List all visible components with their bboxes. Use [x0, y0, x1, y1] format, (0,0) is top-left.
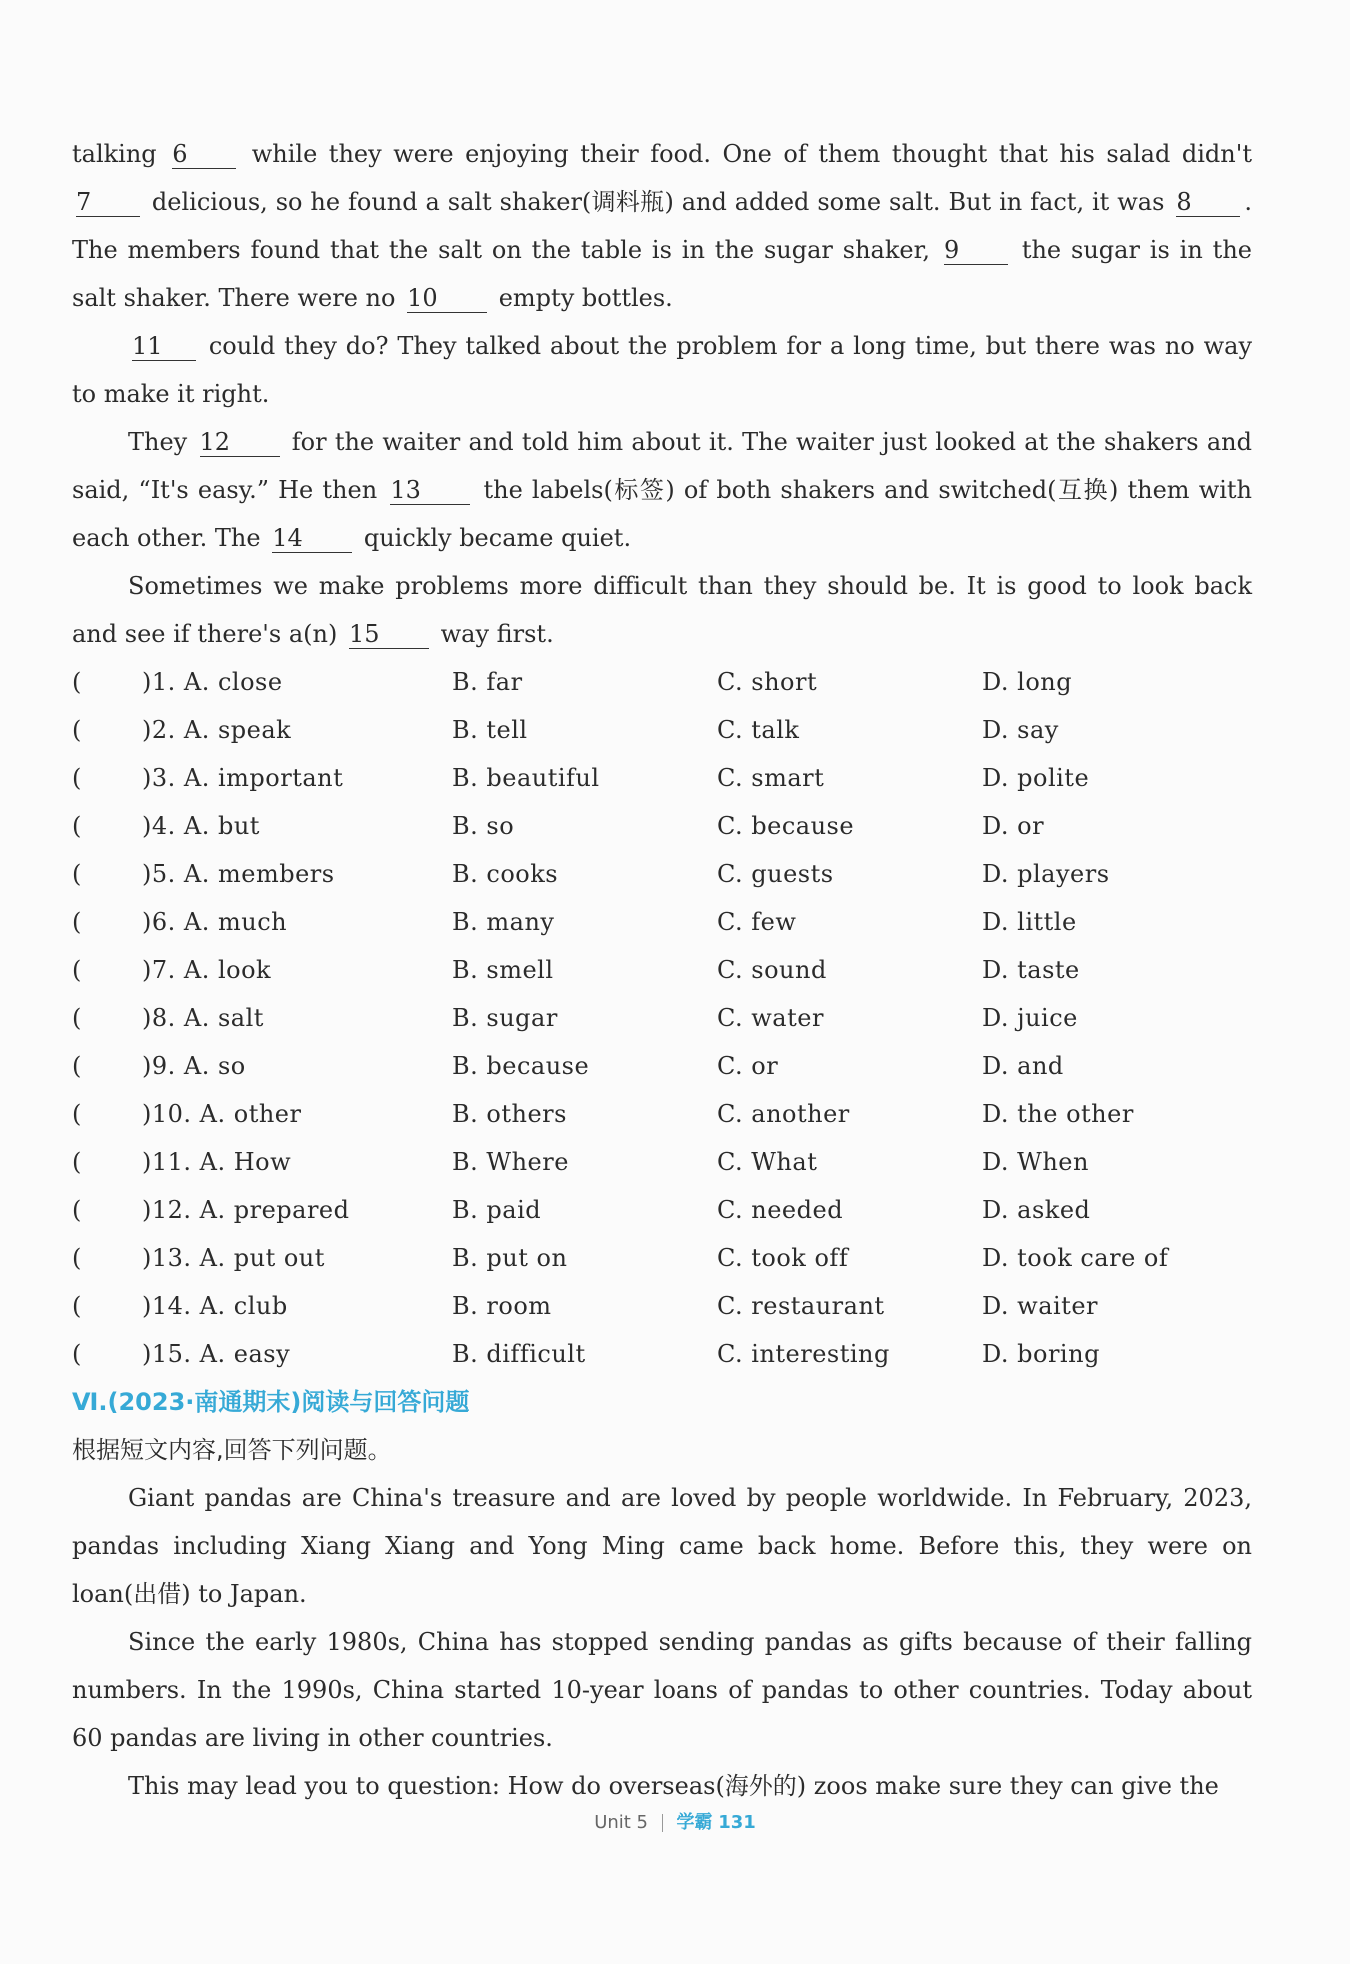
option-row	[72, 1234, 1252, 1282]
option-a[interactable]: )2. A. speak	[142, 716, 292, 744]
answer-bracket[interactable]: (	[72, 812, 82, 840]
answer-bracket[interactable]: (	[72, 1196, 82, 1224]
option-c[interactable]: C. because	[717, 812, 855, 840]
option-row	[72, 1282, 1252, 1330]
answer-bracket[interactable]: (	[72, 1340, 82, 1368]
option-d[interactable]: D. took care of	[982, 1244, 1169, 1272]
option-number-group	[72, 994, 452, 1042]
option-a[interactable]: )9. A. so	[142, 1052, 246, 1080]
option-a[interactable]: )12. A. prepared	[142, 1196, 350, 1224]
option-row	[72, 706, 1252, 754]
option-a[interactable]: )4. A. but	[142, 812, 260, 840]
option-a[interactable]: )13. A. put out	[142, 1244, 325, 1272]
text: way first.	[440, 620, 554, 648]
option-a[interactable]: )7. A. look	[142, 956, 272, 984]
answer-bracket[interactable]: (	[72, 1004, 82, 1032]
option-row	[72, 994, 1252, 1042]
option-d[interactable]: D. or	[982, 812, 1045, 840]
option-a[interactable]: )10. A. other	[142, 1100, 302, 1128]
option-row	[72, 1138, 1252, 1186]
option-a[interactable]: )11. A. How	[142, 1148, 292, 1176]
text: They	[128, 428, 188, 456]
option-d[interactable]: D. polite	[982, 764, 1090, 792]
option-number-group	[72, 898, 452, 946]
blank-13[interactable]: 13	[390, 476, 470, 505]
answer-bracket[interactable]: (	[72, 1148, 82, 1176]
text: could they do? They talked about the problem for a long time, but there was no way to make it right.	[72, 332, 1252, 408]
reading-paragraph-1: Giant pandas are China's treasure and are loved by people worldwide. In February, 2023, pandas including Xiang Xiang and Yong Ming came back home. Before this, they were on loan(出借) to Japan.	[72, 1484, 1252, 1608]
option-b[interactable]: B. because	[452, 1052, 590, 1080]
footer-unit: Unit 5	[594, 1812, 649, 1833]
option-b[interactable]: B. many	[452, 908, 555, 936]
reading-paragraph-2: Since the early 1980s, China has stopped sending pandas as gifts because of their falling numbers. In the 1990s, China started 10-year loans of pandas to other countries. Today about 60 pandas are living in other countries.	[72, 1628, 1252, 1752]
option-d[interactable]: D. players	[982, 860, 1110, 888]
option-c[interactable]: C. interesting	[717, 1340, 890, 1368]
content	[72, 130, 1252, 1810]
option-c[interactable]: C. needed	[717, 1196, 844, 1224]
option-b[interactable]: B. sugar	[452, 1004, 558, 1032]
answer-bracket[interactable]: (	[72, 1244, 82, 1272]
option-number-group	[72, 1330, 452, 1378]
options-list	[72, 658, 1252, 1378]
option-b[interactable]: B. far	[452, 668, 523, 696]
footer-page-number: 131	[718, 1812, 756, 1833]
option-d[interactable]: D. asked	[982, 1196, 1091, 1224]
option-b[interactable]: B. beautiful	[452, 764, 600, 792]
passage-paragraph-1	[72, 130, 1252, 322]
answer-bracket[interactable]: (	[72, 956, 82, 984]
option-b[interactable]: B. difficult	[452, 1340, 586, 1368]
blank-15[interactable]: 15	[349, 620, 429, 649]
option-b[interactable]: B. cooks	[452, 860, 559, 888]
option-c[interactable]: C. took off	[717, 1244, 849, 1272]
option-number-group	[72, 1090, 452, 1138]
answer-bracket[interactable]: (	[72, 1292, 82, 1320]
option-number-group	[72, 1138, 452, 1186]
text: . The members found that the salt on the table is in the sugar shaker,	[72, 188, 1252, 264]
blank-8[interactable]: 8	[1176, 188, 1240, 217]
page-footer	[0, 1808, 1350, 1834]
option-d[interactable]: D. waiter	[982, 1292, 1098, 1320]
option-c[interactable]: C. talk	[717, 716, 800, 744]
answer-bracket[interactable]: (	[72, 860, 82, 888]
option-d[interactable]: D. taste	[982, 956, 1080, 984]
option-a[interactable]: )6. A. much	[142, 908, 288, 936]
option-row	[72, 1042, 1252, 1090]
option-a[interactable]: )14. A. club	[142, 1292, 288, 1320]
answer-bracket[interactable]: (	[72, 1052, 82, 1080]
option-d[interactable]: D. boring	[982, 1340, 1100, 1368]
option-a[interactable]: )5. A. members	[142, 860, 335, 888]
option-b[interactable]: B. Where	[452, 1148, 569, 1176]
blank-6[interactable]: 6	[172, 140, 236, 169]
option-row	[72, 898, 1252, 946]
option-row	[72, 1090, 1252, 1138]
answer-bracket[interactable]: (	[72, 716, 82, 744]
option-a[interactable]: )15. A. easy	[142, 1340, 291, 1368]
option-b[interactable]: B. others	[452, 1100, 567, 1128]
option-row	[72, 1186, 1252, 1234]
option-number-group	[72, 754, 452, 802]
option-number-group	[72, 658, 452, 706]
option-b[interactable]: B. put on	[452, 1244, 568, 1272]
option-d[interactable]: D. the other	[982, 1100, 1134, 1128]
passage-paragraph-4	[72, 562, 1252, 658]
option-c[interactable]: C. water	[717, 1004, 824, 1032]
option-number-group	[72, 1186, 452, 1234]
option-row	[72, 658, 1252, 706]
text: while they were enjoying their food. One of them thought that his salad didn't	[251, 140, 1252, 168]
text: quickly became quiet.	[363, 524, 632, 552]
text: Sometimes we make problems more difficult than they should be. It is good to look back and see if there's a(n)	[72, 572, 1252, 648]
option-c[interactable]: C. another	[717, 1100, 850, 1128]
option-a[interactable]: )3. A. important	[142, 764, 344, 792]
option-number-group	[72, 1282, 452, 1330]
option-row	[72, 1330, 1252, 1378]
option-b[interactable]: B. paid	[452, 1196, 542, 1224]
option-c[interactable]: C. smart	[717, 764, 825, 792]
option-row	[72, 850, 1252, 898]
option-a[interactable]: )8. A. salt	[142, 1004, 264, 1032]
option-b[interactable]: B. tell	[452, 716, 528, 744]
option-c[interactable]: C. guests	[717, 860, 834, 888]
option-d[interactable]: D. long	[982, 668, 1073, 696]
passage-paragraph-3	[72, 418, 1252, 562]
answer-bracket[interactable]: (	[72, 764, 82, 792]
answer-bracket[interactable]: (	[72, 668, 82, 696]
blank-7[interactable]: 7	[76, 188, 140, 217]
text: empty bottles.	[498, 284, 673, 312]
answer-bracket[interactable]: (	[72, 1100, 82, 1128]
option-number-group	[72, 946, 452, 994]
section-title: Ⅵ.(2023·南通期末)阅读与回答问题	[72, 1388, 470, 1416]
option-d[interactable]: D. juice	[982, 1004, 1078, 1032]
option-row	[72, 754, 1252, 802]
option-number-group	[72, 850, 452, 898]
section-instruction: 根据短文内容,回答下列问题。	[72, 1436, 392, 1464]
option-d[interactable]: D. and	[982, 1052, 1064, 1080]
option-c[interactable]: C. or	[717, 1052, 779, 1080]
blank-10[interactable]: 10	[407, 284, 487, 313]
text: talking	[72, 140, 157, 168]
option-b[interactable]: B. room	[452, 1292, 552, 1320]
blank-9[interactable]: 9	[944, 236, 1008, 265]
option-row	[72, 946, 1252, 994]
option-number-group	[72, 706, 452, 754]
option-a[interactable]: )1. A. close	[142, 668, 283, 696]
option-number-group	[72, 1042, 452, 1090]
option-b[interactable]: B. so	[452, 812, 515, 840]
option-b[interactable]: B. smell	[452, 956, 554, 984]
option-d[interactable]: D. say	[982, 716, 1059, 744]
option-c[interactable]: C. sound	[717, 956, 827, 984]
blank-11[interactable]: 11	[132, 332, 196, 361]
footer-divider	[662, 1814, 663, 1832]
footer-brand: 学霸	[676, 1812, 713, 1833]
option-d[interactable]: D. When	[982, 1148, 1089, 1176]
option-number-group	[72, 802, 452, 850]
option-c[interactable]: C. short	[717, 668, 818, 696]
blank-12[interactable]: 12	[200, 428, 280, 457]
blank-14[interactable]: 14	[272, 524, 352, 553]
option-c[interactable]: C. few	[717, 908, 797, 936]
option-c[interactable]: C. restaurant	[717, 1292, 885, 1320]
text: the labels(标签) of both shakers and switched(互换) them with each other. The	[72, 476, 1253, 552]
option-d[interactable]: D. little	[982, 908, 1077, 936]
reading-paragraph-3: This may lead you to question: How do overseas(海外的) zoos make sure they can give the	[128, 1772, 1219, 1800]
text: the sugar is in the salt shaker. There were no	[72, 236, 1252, 312]
passage-paragraph-2	[72, 322, 1252, 418]
text: for the waiter and told him about it. The waiter just looked at the shakers and said, “It's easy.” He then	[72, 428, 1252, 504]
text: delicious, so he found a salt shaker(调料瓶) and added some salt. But in fact, it was	[151, 188, 1165, 216]
answer-bracket[interactable]: (	[72, 908, 82, 936]
option-row	[72, 802, 1252, 850]
option-number-group	[72, 1234, 452, 1282]
option-c[interactable]: C. What	[717, 1148, 818, 1176]
